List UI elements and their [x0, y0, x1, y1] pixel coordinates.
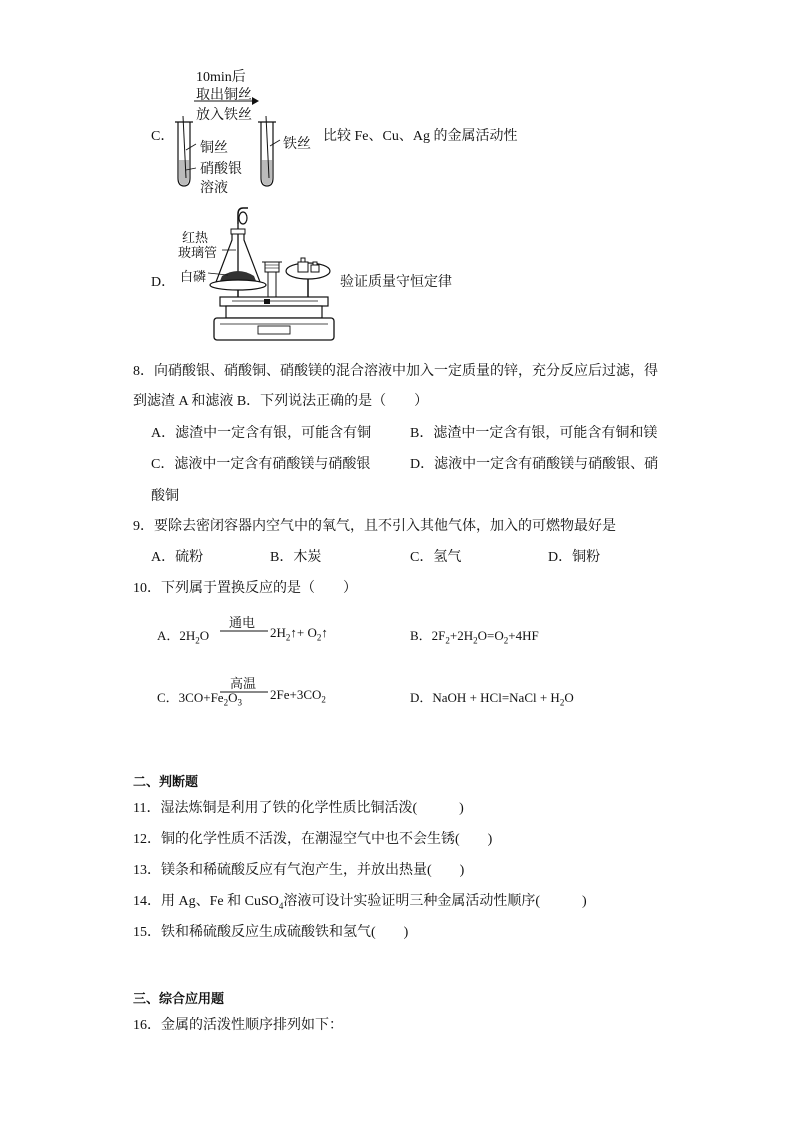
- white-phosphorus-label: 白磷: [180, 269, 207, 284]
- q10-c-reactants: $3CO+Fe_2O_3$: [178, 690, 242, 708]
- q9-option-c[interactable]: C．氢气: [410, 550, 462, 565]
- section3-title: 三、综合应用题: [133, 991, 225, 1006]
- q10-a-label: A．: [157, 628, 180, 643]
- q8-option-d[interactable]: D．滤液中一定含有硝酸镁与硝酸银、硝: [410, 457, 659, 472]
- option-d-text: 验证质量守恒定律: [340, 275, 452, 290]
- q14-part2: 溶液可设计实验证明三种金属活动性顺序( ): [283, 894, 587, 909]
- q8-option-c[interactable]: C．滤液中一定含有硝酸镁与硝酸银: [151, 457, 371, 472]
- step-insert-label: 放入铁丝: [196, 108, 252, 123]
- q10-d-label: D．: [410, 690, 433, 705]
- hot-glass-label-1: 红热: [182, 230, 209, 245]
- option-d-label: D．: [151, 275, 176, 290]
- q15: 15．铁和稀硫酸反应生成硫酸铁和氢气( ): [133, 925, 409, 940]
- hot-glass-label-2: 玻璃管: [178, 245, 218, 260]
- q16: 16．金属的活泼性顺序排列如下：: [133, 1018, 343, 1033]
- q10-a-reactant: $2H_2O$: [179, 628, 210, 646]
- q11: 11．湿法炼铜是利用了铁的化学性质比铜活泼( ): [133, 801, 464, 816]
- q14: 14．用 Ag、Fe 和 CuSO$_4$溶液可设计实验证明三种金属活动性顺序( ): [133, 894, 587, 911]
- q10-option-d[interactable]: [410, 687, 574, 708]
- q10-b-label: B．: [410, 628, 432, 643]
- q10-c-products: $2Fe+3CO_2$: [270, 687, 326, 705]
- q10-a-condition: 通电: [229, 616, 256, 631]
- q9-option-a[interactable]: A．硫粉: [151, 550, 204, 565]
- q9-stem: 9．要除去密闭容器内空气中的氧气，且不引入其他气体，加入的可燃物最好是: [133, 519, 616, 534]
- q12: 12．铜的化学性质不活泼，在潮湿空气中也不会生锈( ): [133, 832, 493, 847]
- q13: 13．镁条和稀硫酸反应有气泡产生，并放出热量( ): [133, 863, 465, 878]
- q8-option-d-cont: 酸铜: [151, 489, 179, 504]
- q9-option-b[interactable]: B．木炭: [270, 550, 322, 565]
- copper-wire-label: 铜丝: [200, 141, 228, 156]
- q10-c-condition: 高温: [230, 677, 257, 692]
- q8-stem-line1: 8．向硝酸银、硝酸铜、硝酸镁的混合溶液中加入一定质量的锌，充分反应后过滤，得: [133, 364, 658, 379]
- option-c-label: C．: [151, 129, 175, 144]
- iron-wire-label: 铁丝: [283, 137, 311, 152]
- q10-stem: 10．下列属于置换反应的是（ ）: [133, 581, 357, 596]
- q10-a-products: $2H_2↑+$ $O_2↑$: [270, 625, 328, 643]
- solution-label: 溶液: [200, 181, 228, 196]
- q10-d-equation: NaOH + HCl=NaCl + $H_2O$: [432, 690, 574, 708]
- section2-title: 二、判断题: [133, 774, 199, 789]
- q10-option-b[interactable]: [410, 625, 539, 646]
- option-c-text: 比较 Fe、Cu、Ag 的金属活动性: [323, 129, 518, 144]
- step-remove-label: 取出铜丝: [196, 88, 252, 103]
- q14-part1: 14．用 Ag、Fe 和 CuSO: [133, 894, 279, 909]
- q8-option-b[interactable]: B．滤渣中一定含有银，可能含有铜和镁: [410, 426, 658, 441]
- q8-stem-line2: 到滤渣 A 和滤液 B．下列说法正确的是（ ）: [133, 394, 429, 409]
- q8-option-a[interactable]: A．滤渣中一定含有银，可能含有铜: [151, 426, 372, 441]
- q9-option-d[interactable]: D．铜粉: [548, 550, 601, 565]
- q10-b-equation: $2F_2+2H_2O=O_2+4HF$: [431, 628, 539, 646]
- silver-nitrate-label: 硝酸银: [200, 162, 242, 177]
- q10-c-label: C．: [157, 690, 179, 705]
- step-time-label: 10min后: [196, 70, 246, 85]
